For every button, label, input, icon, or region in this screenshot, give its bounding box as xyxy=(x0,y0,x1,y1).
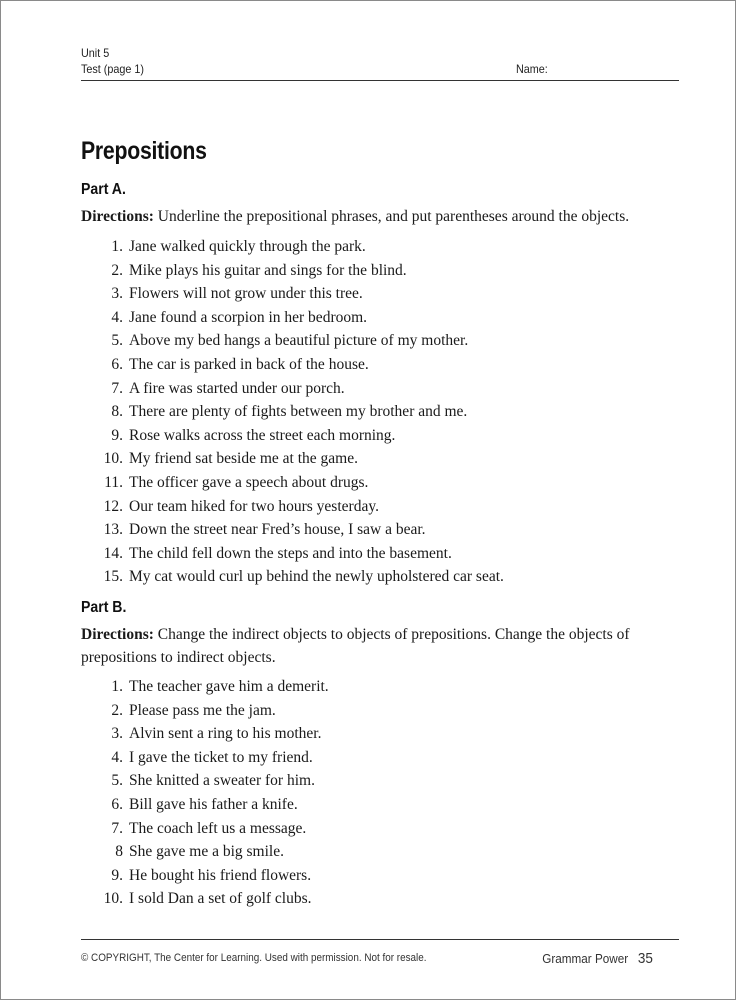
part-a-heading: Part A. xyxy=(81,181,126,198)
list-item xyxy=(81,699,329,723)
item-number: 10. xyxy=(103,450,123,468)
item-text: Alvin sent a ring to his mother. xyxy=(129,725,322,743)
list-item xyxy=(81,235,504,259)
item-number: 10. xyxy=(103,890,123,908)
item-text: Jane walked quickly through the park. xyxy=(129,238,366,255)
item-text: She gave me a big smile. xyxy=(129,843,284,861)
item-text: Flowers will not grow under this tree. xyxy=(129,285,363,303)
part-b-heading: Part B. xyxy=(81,599,127,616)
item-number: 9. xyxy=(111,426,123,444)
item-number: 3. xyxy=(111,285,123,303)
item-number: 5. xyxy=(111,332,123,350)
item-number: 6. xyxy=(111,795,123,813)
list-item xyxy=(81,447,504,471)
item-number: 13. xyxy=(103,521,123,539)
item-text: He bought his friend flowers. xyxy=(129,866,312,884)
item-text: Down the street near Fred’s house, I saw a bear. xyxy=(129,521,426,539)
item-number: 1. xyxy=(111,678,123,695)
list-item xyxy=(81,722,329,746)
item-number: 5. xyxy=(111,772,123,790)
item-number: 7. xyxy=(111,819,123,837)
list-item xyxy=(81,400,504,424)
item-text: The officer gave a speech about drugs. xyxy=(129,473,369,491)
item-text: Please pass me the jam. xyxy=(129,701,276,719)
header-rule xyxy=(81,80,679,81)
item-text: Jane found a scorpion in her bedroom. xyxy=(129,308,368,326)
item-text: The teacher gave him a demerit. xyxy=(129,678,329,695)
list-item xyxy=(81,282,504,306)
item-number: 15. xyxy=(103,568,123,586)
item-text: My friend sat beside me at the game. xyxy=(129,450,358,468)
list-item xyxy=(81,675,329,699)
item-number: 11. xyxy=(104,473,123,491)
list-item xyxy=(81,306,504,330)
list-item xyxy=(81,565,504,589)
directions-label: Directions: xyxy=(81,208,154,225)
book-title: Grammar Power xyxy=(542,951,629,966)
page-title: Prepositions xyxy=(81,137,207,165)
item-text: I gave the ticket to my friend. xyxy=(129,748,313,766)
item-text: Mike plays his guitar and sings for the blind. xyxy=(129,261,407,279)
list-item xyxy=(81,769,329,793)
copyright: © COPYRIGHT, The Center for Learning. Used with permission. Not for resale. xyxy=(81,952,427,964)
item-number: 9. xyxy=(111,866,123,884)
item-number: 4. xyxy=(111,308,123,326)
item-text: Bill gave his father a knife. xyxy=(129,795,298,813)
directions-label: Directions: xyxy=(81,626,154,643)
item-text: The coach left us a message. xyxy=(129,819,307,837)
item-number: 7. xyxy=(111,379,123,397)
page-footer xyxy=(542,950,653,967)
item-number: 6. xyxy=(111,355,123,373)
item-text: Rose walks across the street each morning. xyxy=(129,426,396,444)
list-item xyxy=(81,377,504,401)
list-item xyxy=(81,840,329,864)
item-text: I sold Dan a set of golf clubs. xyxy=(129,890,312,908)
list-item xyxy=(81,329,504,353)
page-number: 35 xyxy=(637,950,653,967)
item-text: My cat would curl up behind the newly upholstered car seat. xyxy=(129,568,504,586)
list-item xyxy=(81,259,504,283)
part-b-list xyxy=(81,675,329,911)
list-item xyxy=(81,353,504,377)
item-number: 8. xyxy=(111,403,123,421)
item-text: Above my bed hangs a beautiful picture of my mother. xyxy=(129,332,469,350)
item-number: 3. xyxy=(111,725,123,743)
test-page-label: Test (page 1) xyxy=(81,62,145,76)
item-text: Our team hiked for two hours yesterday. xyxy=(129,497,379,515)
item-text: There are plenty of fights between my brother and me. xyxy=(129,403,468,421)
list-item xyxy=(81,424,504,448)
item-text: She knitted a sweater for him. xyxy=(129,772,315,790)
list-item xyxy=(81,817,329,841)
item-text: The child fell down the steps and into the basement. xyxy=(129,544,452,562)
item-number: 8 xyxy=(115,843,123,861)
list-item xyxy=(81,746,329,770)
directions-text: Underline the prepositional phrases, and put parentheses around the objects. xyxy=(153,208,630,225)
footer-rule xyxy=(81,939,679,940)
item-number: 14. xyxy=(103,544,123,562)
list-item xyxy=(81,471,504,495)
list-item xyxy=(81,542,504,566)
item-number: 2. xyxy=(111,701,123,719)
item-number: 4. xyxy=(111,748,123,766)
item-number: 2. xyxy=(111,261,123,279)
name-label: Name: xyxy=(516,62,548,76)
list-item xyxy=(81,864,329,888)
directions-text: Change the indirect objects to objects of prepositions. Change the objects of prepositions to indirect objects. xyxy=(81,626,630,666)
list-item xyxy=(81,518,504,542)
part-a-directions xyxy=(81,205,681,228)
item-text: A fire was started under our porch. xyxy=(129,379,345,397)
item-number: 12. xyxy=(103,497,123,515)
list-item xyxy=(81,793,329,817)
part-a-list xyxy=(81,235,504,589)
list-item xyxy=(81,887,329,911)
item-number: 1. xyxy=(111,238,123,255)
list-item xyxy=(81,495,504,519)
item-text: The car is parked in back of the house. xyxy=(129,355,369,373)
part-b-directions xyxy=(81,623,681,669)
unit-label: Unit 5 xyxy=(81,46,110,60)
